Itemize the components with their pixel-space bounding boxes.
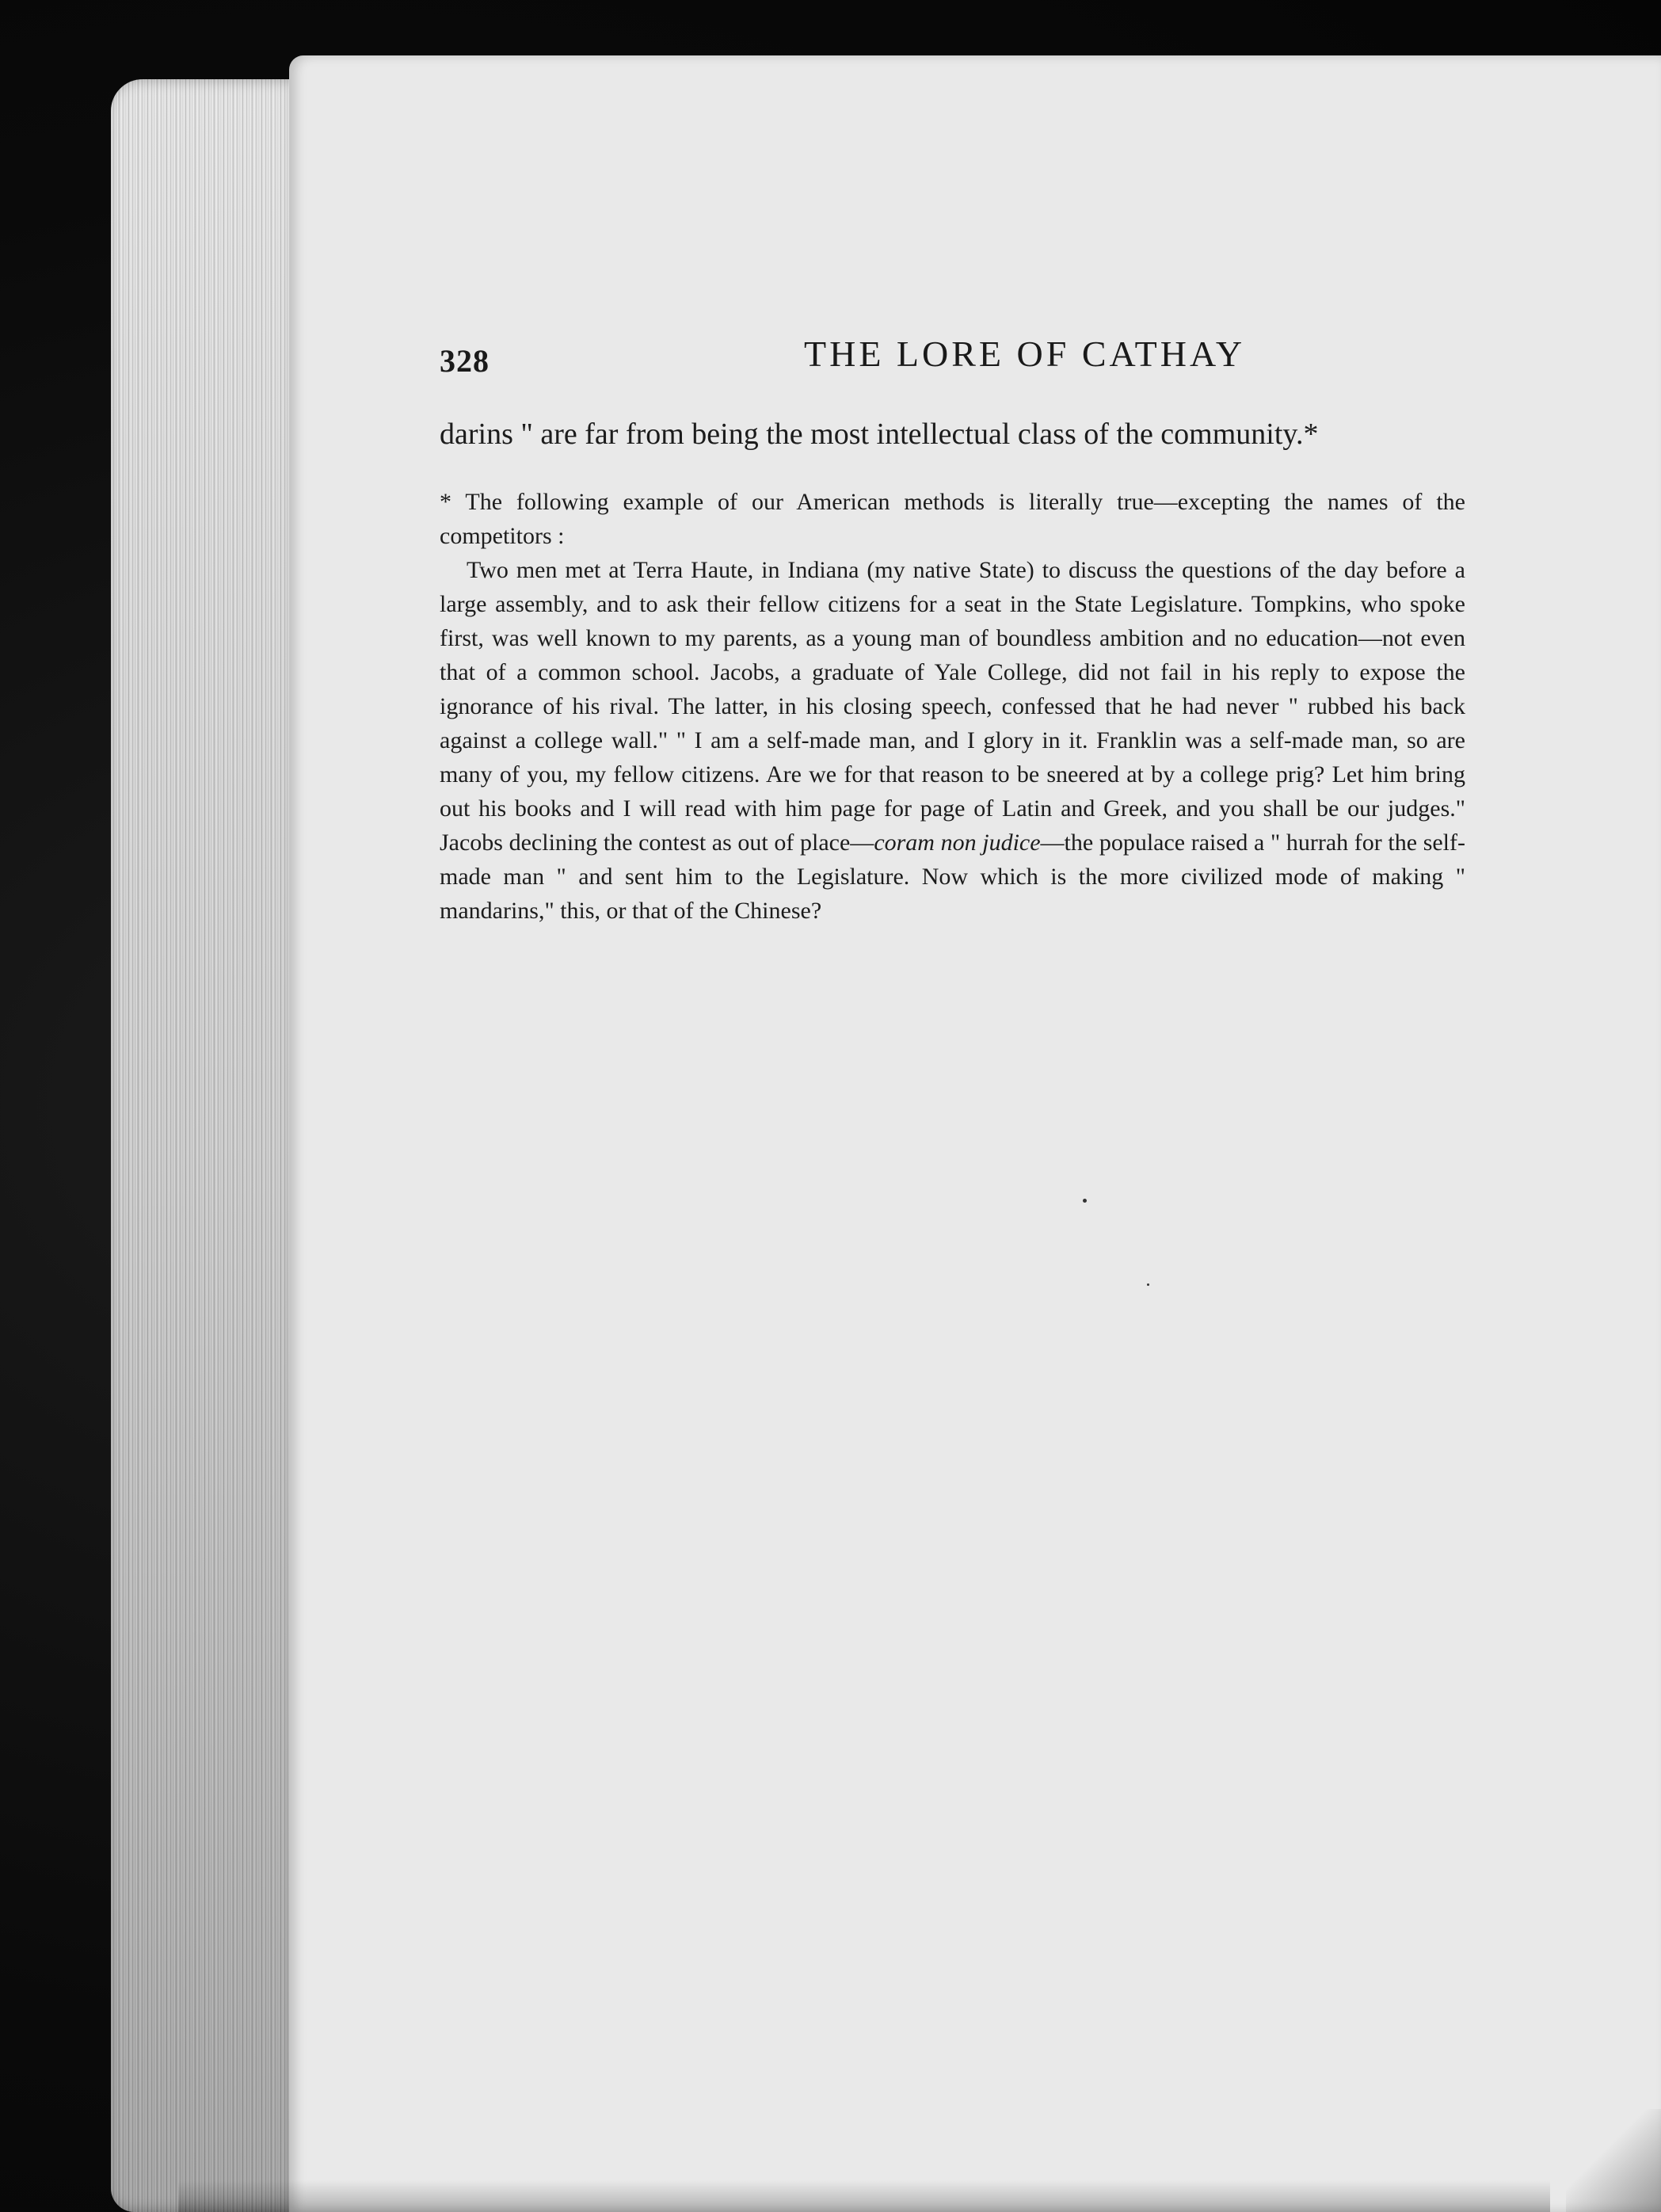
main-paragraph: darins " are far from being the most intellectual class of the community.* bbox=[440, 418, 1319, 451]
page-bottom-shadow bbox=[178, 2180, 1550, 2212]
footnote-text-part-2: —the populace raised a " hurrah for the self-made man " and sent him to the Legislature. Now which is the more civilized mode of making " mandarins," this, or that of the Chinese? bbox=[440, 830, 1465, 924]
stray-mark bbox=[1083, 1199, 1087, 1203]
footnote-intro: * The following example of our American methods is literally true—excepting the names of the competitors : bbox=[440, 489, 1465, 549]
stray-mark bbox=[1147, 1283, 1149, 1286]
page-body bbox=[440, 412, 1465, 928]
running-head bbox=[440, 333, 1469, 388]
book-title: THE LORE OF CATHAY bbox=[804, 334, 1246, 374]
footnote bbox=[440, 485, 1465, 928]
page-edges bbox=[111, 79, 301, 2212]
footnote-latin-phrase: coram non judice bbox=[874, 830, 1041, 856]
footnote-text-part-1: Two men met at Terra Haute, in Indiana (my native State) to discuss the questions of the day before a large assembly, and to ask their fellow citizens for a seat in the State Legislature. Tompkins, who spoke first, was well known to my parents, as a young man of boundless ambition and no education—not even that of a common school. Jacobs, a graduate of Yale College, did not fail in his reply to expose the ignorance of his rival. The latter, in his closing speech, confessed that he had never " rubbed his back against a college wall." " I am a self-made man, and I glory in it. Franklin was a self-made man, so are many of you, my fellow citizens. Are we for that reason to be sneered at by a college prig? Let him bring out his books and I will read with him page for page of Latin and Greek, and you shall be our judges." Jacobs declining the contest as out of place— bbox=[440, 557, 1465, 856]
footnote-paragraph bbox=[440, 553, 1465, 928]
page-corner-shadow bbox=[1566, 2109, 1661, 2212]
page-number: 328 bbox=[440, 343, 490, 379]
